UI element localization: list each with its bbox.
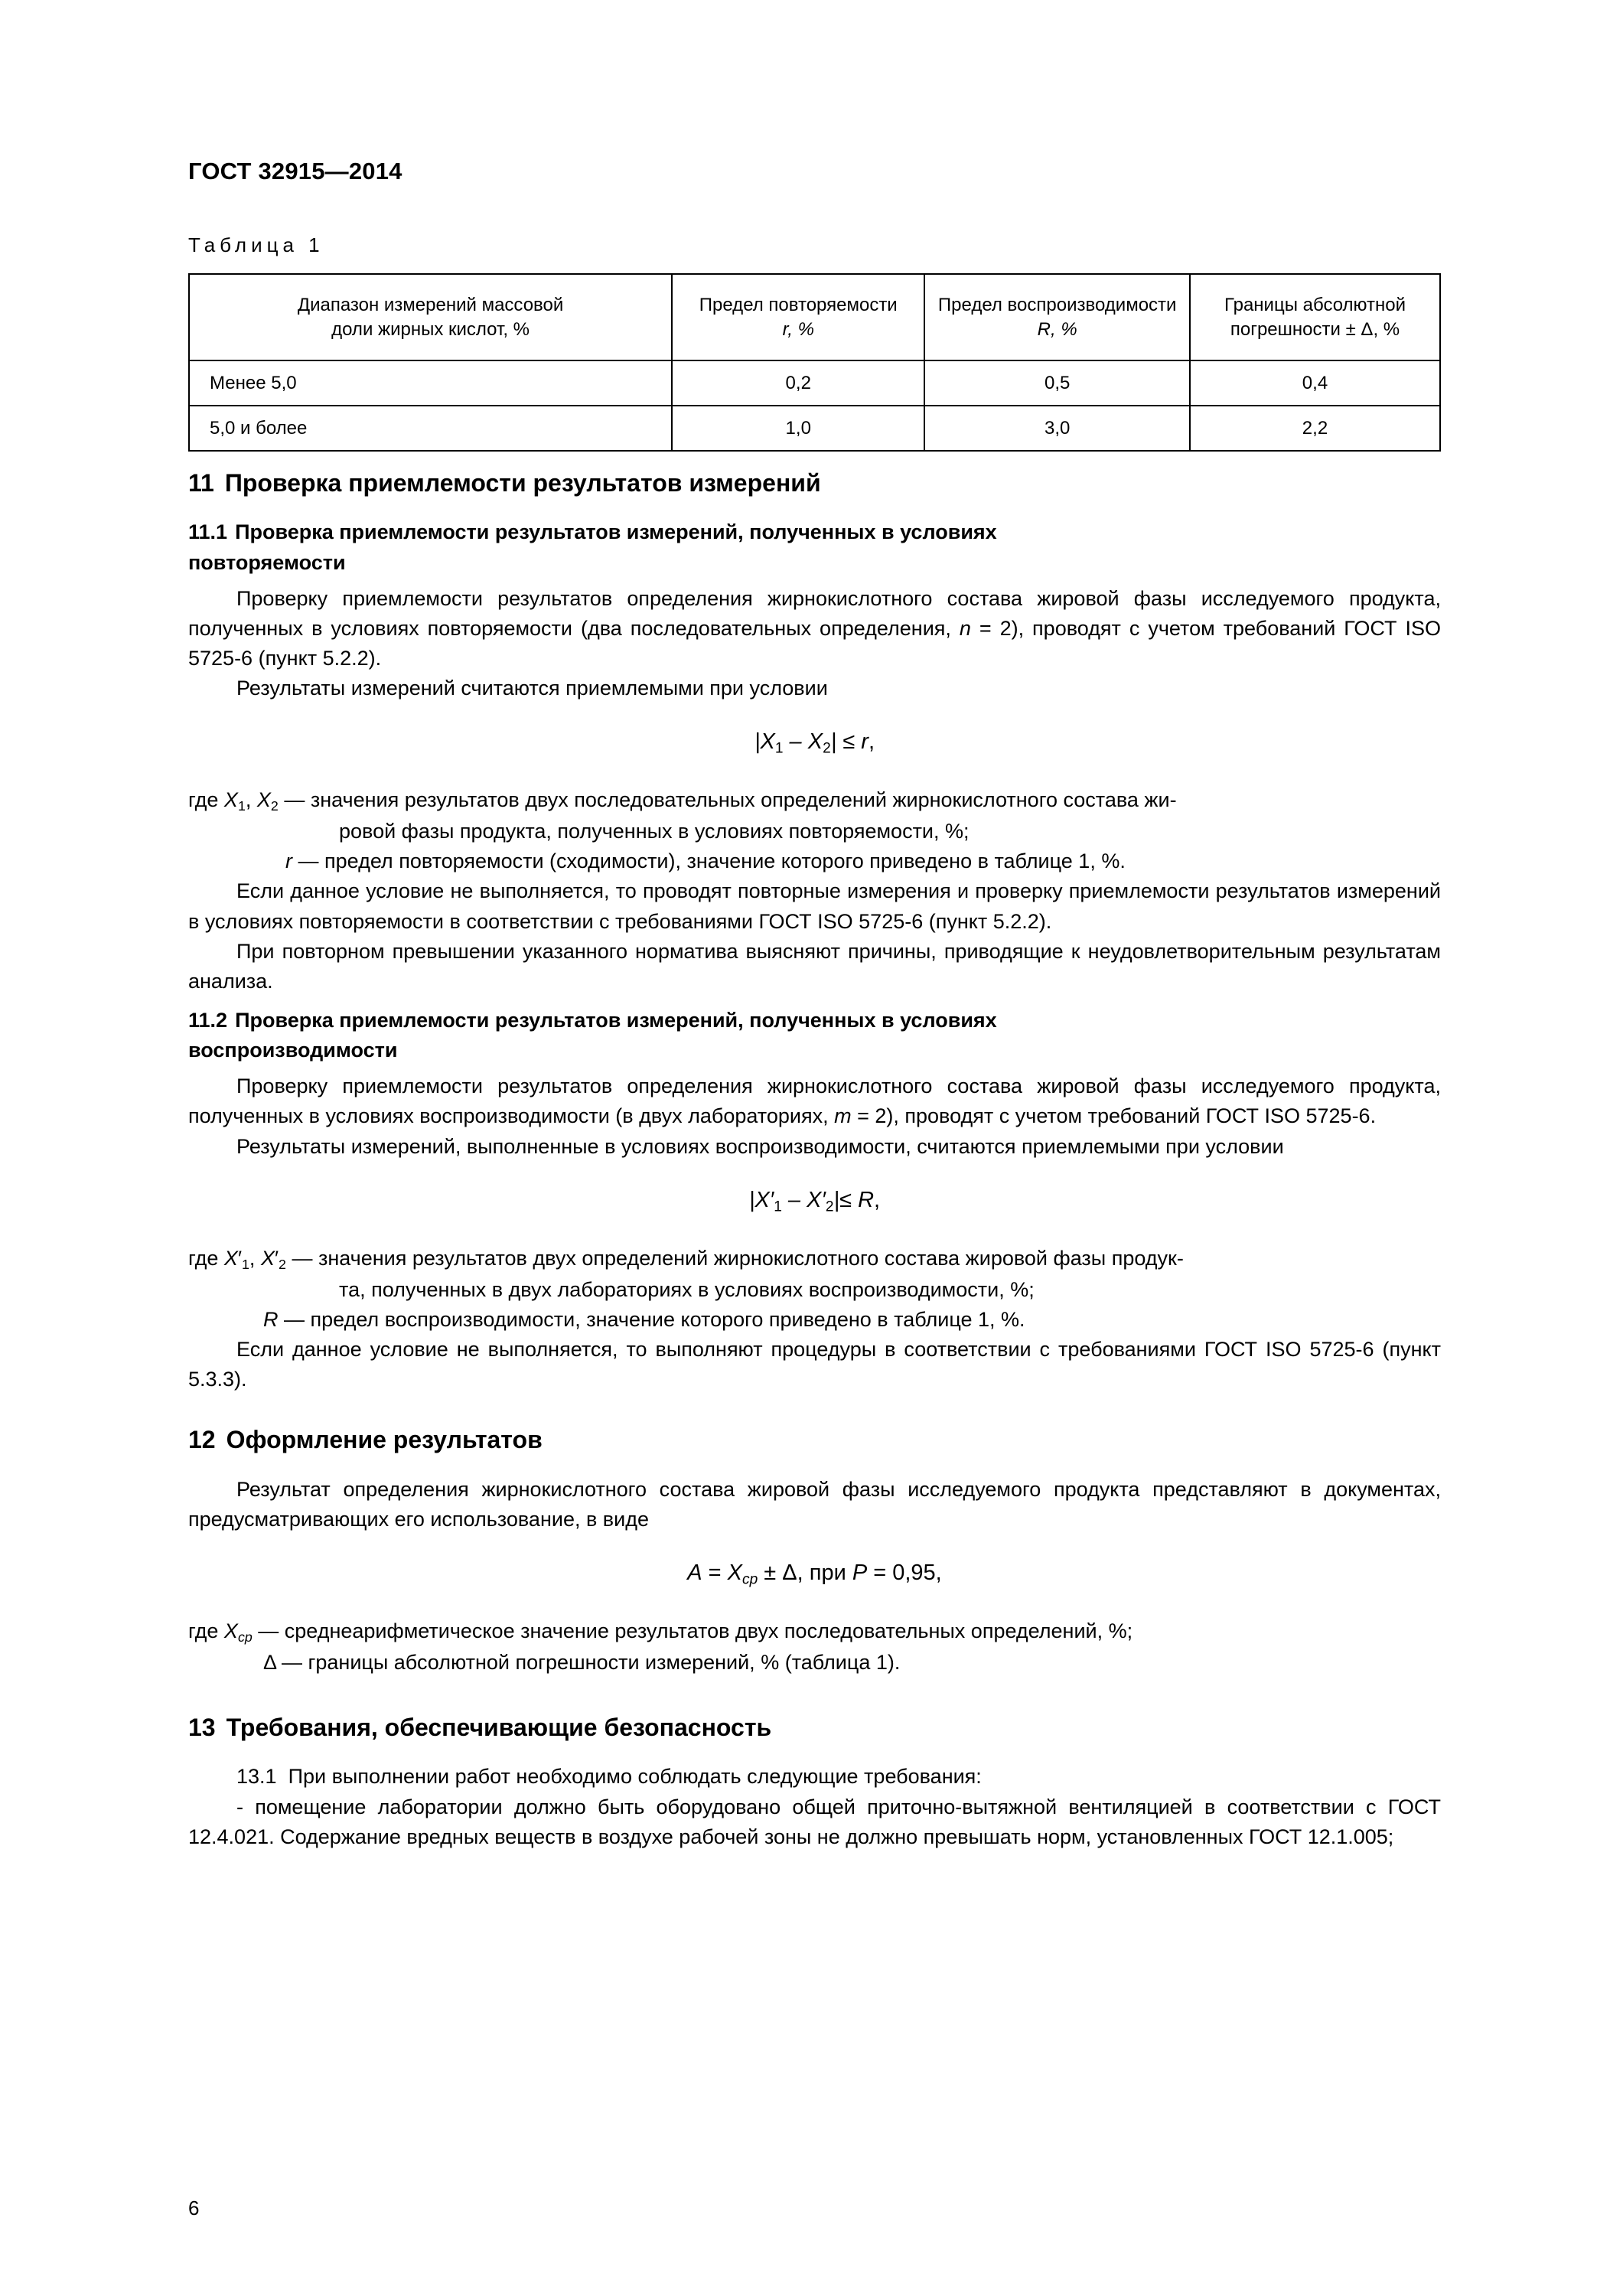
table-header-cell-reproducibility	[924, 274, 1190, 360]
where-lead: где	[188, 1246, 219, 1270]
precision-table	[188, 273, 1441, 452]
subsection-title-line-2: воспроизводимости	[188, 1039, 398, 1062]
header-line-2: погрешности ± Δ, %	[1230, 318, 1400, 340]
header-line-2: доли жирных кислот, %	[331, 318, 530, 340]
header-line-2: r, %	[782, 318, 814, 340]
paragraph-13-1	[188, 1762, 1441, 1792]
paragraph-13-1-text: При выполнении работ необходимо соблюдать следующие требования:	[288, 1765, 982, 1789]
subsection-heading-11-1	[188, 517, 1441, 577]
table-header-cell-error-limits	[1190, 274, 1440, 360]
subsection-number: 11.1	[188, 520, 228, 544]
formula-12: A = Xср ± Δ, при P = 0,95,	[687, 1560, 942, 1588]
formula-11-1: $|X_1 - X_2| \le r$,	[754, 729, 875, 757]
section-heading-12	[188, 1425, 1441, 1454]
section-number: 11	[188, 469, 214, 497]
header-line-2: R, %	[1037, 318, 1077, 340]
subsection-number: 11.2	[188, 1009, 228, 1032]
document-body	[188, 468, 1441, 1852]
section-number: 13	[188, 1714, 216, 1742]
bullet-13-1-1: - помещение лаборатории должно быть оборудовано общей приточно-вытяжной вентиляцией в соответствии с ГОСТ 12.4.021. Содержание вредных веществ в воздухе рабочей зоны не должно превышать норм, установленных ГОСТ 12.1.005;	[188, 1795, 1441, 1848]
subsection-title-line-1: Проверка приемлемости результатов измерений, полученных в условиях	[235, 1009, 997, 1032]
header-line-1: Предел воспроизводимости	[937, 294, 1177, 315]
paragraph-12-1: Результат определения жирнокислотного состава жировой фазы исследуемого продукта представляют в документах, предусматривающих его использование, в виде	[188, 1477, 1441, 1531]
section-title: Оформление результатов	[226, 1426, 543, 1454]
cell-delta: 0,4	[1190, 360, 1440, 406]
where-11-1-line-1: где $X_1$, $X_2$ — значения результатов двух последовательных определений жирнокислотного состава жи-	[188, 788, 1177, 814]
where-12-item-delta: Δ — границы абсолютной погрешности измерений, % (таблица 1).	[263, 1650, 901, 1674]
cell-range: Менее 5,0	[189, 360, 672, 406]
section-title: Требования, обеспечивающие безопасность	[226, 1714, 772, 1742]
paragraph-11-2-1: Проверку приемлемости результатов определения жирнокислотного состава жировой фазы исследуемого продукта, полученных в условиях воспроизводимости (в двух лабораториях, m = 2), проводят с учетом требований ГОСТ ISO 5725-6.	[188, 1075, 1441, 1128]
paragraph-11-1-2: Результаты измерений считаются приемлемыми при условии	[236, 677, 828, 700]
where-11-2-line-1: где $X'_1$, $X'_2$ — значения результатов двух определений жирнокислотного состава жировой фазы продук-	[188, 1246, 1184, 1272]
paragraph-11-2-2: Результаты измерений, выполненные в условиях воспроизводимости, считаются приемлемыми при условии	[236, 1134, 1284, 1158]
header-line-1: Предел повторяемости	[699, 294, 898, 315]
cell-R: 0,5	[924, 360, 1190, 406]
cell-r: 0,2	[672, 360, 924, 406]
table-caption: Таблица 1	[188, 233, 324, 256]
paragraph-11-1-1: Проверку приемлемости результатов определения жирнокислотного состава жировой фазы исследуемого продукта, полученных в условиях повторяемости (два последовательных определения, n = 2), проводят с учетом требований ГОСТ ISO 5725-6 (пункт 5.2.2).	[188, 586, 1441, 670]
table-row	[189, 406, 1440, 451]
where-lead: где	[188, 788, 219, 812]
paragraph-number: 13.1	[236, 1765, 277, 1789]
where-11-2-line-2: та, полученных в двух лабораториях в условиях воспроизводимости, %;	[339, 1277, 1035, 1301]
where-11-2-item-R: R — предел воспроизводимости, значение которого приведено в таблице 1, %.	[263, 1307, 1025, 1331]
paragraph-11-1-4: При повторном превышении указанного норматива выясняют причины, приводящие к неудовлетворительным результатам анализа.	[188, 939, 1441, 993]
paragraph-11-2-3: Если данное условие не выполняется, то выполняют процедуры в соответствии с требованиями ГОСТ ISO 5725-6 (пункт 5.3.3).	[188, 1337, 1441, 1391]
cell-R: 3,0	[924, 406, 1190, 451]
page-number: 6	[188, 2197, 200, 2219]
where-11-1-item-r: r — предел повторяемости (сходимости), значение которого приведено в таблице 1, %.	[285, 850, 1126, 873]
header-line-1: Границы абсолютной	[1224, 294, 1406, 315]
section-heading-13	[188, 1713, 1441, 1742]
table-row	[189, 360, 1440, 406]
cell-r: 1,0	[672, 406, 924, 451]
subsection-heading-11-2	[188, 1006, 1441, 1065]
section-number: 12	[188, 1426, 216, 1454]
cell-delta: 2,2	[1190, 406, 1440, 451]
where-11-1-line-2: ровой фазы продукта, полученных в условиях повторяемости, %;	[339, 820, 970, 843]
where-12-line-1: где Xср — среднеарифметическое значение результатов двух последовательных определений, %;	[188, 1619, 1133, 1645]
cell-range: 5,0 и более	[189, 406, 672, 451]
subsection-title-line-1: Проверка приемлемости результатов измерений, полученных в условиях	[235, 520, 997, 544]
running-header: ГОСТ 32915—2014	[188, 158, 402, 184]
where-lead: где	[188, 1619, 219, 1643]
table-header-cell-repeatability	[672, 274, 924, 360]
subsection-title-line-2: повторяемости	[188, 550, 346, 574]
formula-11-2: $|X'_1 - X'_2|\le R$,	[748, 1187, 881, 1215]
paragraph-11-1-3: Если данное условие не выполняется, то проводят повторные измерения и проверку приемлемости результатов измерений в условиях повторяемости в соответствии с требованиями ГОСТ ISO 5725-6 (пункт 5.2.2).	[188, 879, 1441, 933]
table-header-row	[189, 274, 1440, 360]
section-heading-11	[188, 468, 1441, 497]
table-header-cell-range	[189, 274, 672, 360]
section-title: Проверка приемлемости результатов измерений	[224, 469, 821, 497]
header-line-1: Диапазон измерений массовой	[297, 294, 564, 315]
